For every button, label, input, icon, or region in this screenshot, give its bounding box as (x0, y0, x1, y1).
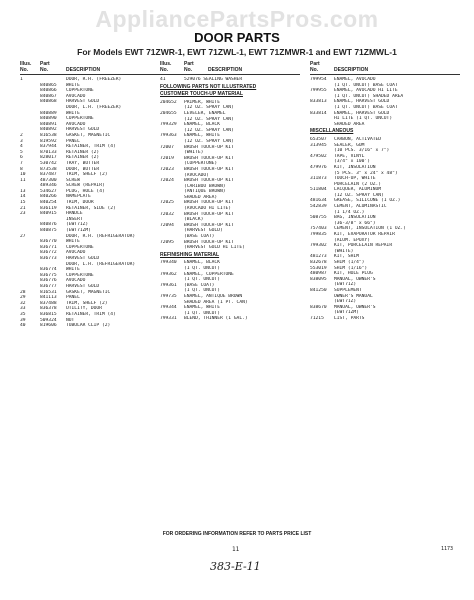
illus-number: 33 (20, 306, 26, 312)
part-number: 313945 (310, 142, 327, 148)
illus-number: 21 (20, 205, 26, 211)
header-part-no: Part No. (184, 61, 194, 73)
part-description: PORCELAIN (2 OZ.) (334, 181, 382, 187)
part-row (310, 122, 460, 128)
part-description: (EWT71Z) (334, 299, 357, 305)
part-number: 840867 (40, 93, 57, 99)
part-description: DOOR, L.H. (FREEZER) (66, 104, 122, 110)
part-description: BAG, INSULATION (334, 215, 376, 221)
part-number: 479502 (310, 153, 327, 159)
part-description: DOOR, BUTTER (66, 166, 100, 172)
part-description: BRUSH TOUCH-UP KIT (184, 200, 234, 206)
part-description: AVOCADO (66, 250, 86, 256)
part-description: COPPERTONE (66, 116, 94, 122)
part-description: HI LITE (1 QT. UNCUT) (334, 116, 393, 122)
part-number: 509324 (40, 317, 57, 323)
parts-list (310, 77, 460, 127)
part-description: (ALUM. EPOXY) (334, 237, 370, 243)
part-description: (12 OZ. SPRAY CAN) (184, 105, 234, 111)
header-illus-no: Illus. No. (160, 61, 172, 73)
illus-number: 8 (20, 166, 23, 172)
illus-number: 32 (20, 300, 26, 306)
part-number: 799344 (160, 305, 177, 311)
part-number: 72023 (160, 166, 174, 172)
illus-number: 35 (20, 311, 26, 317)
part-description: SHADED AREA) (184, 194, 218, 200)
part-number: 816531 (40, 289, 57, 295)
handwritten-note: 383-E-11 (210, 560, 261, 573)
part-number: 204655 (160, 110, 177, 116)
illus-number: 15 (20, 200, 26, 206)
section-heading: MISCELLANEOUS (310, 128, 354, 135)
part-description: GREASE, SILICONE (1 OZ.) (334, 198, 401, 204)
part-number: 836775 (40, 272, 57, 278)
part-number: 72032 (160, 211, 174, 217)
part-number: 836774 (40, 267, 57, 273)
part-number: 479976 (310, 164, 327, 170)
illus-number: 2 (20, 132, 23, 138)
header-part-no: Part No. (310, 61, 320, 73)
part-number: 799835 (310, 232, 327, 238)
part-description: (12 OZ. SPRAY CAN) (184, 138, 234, 144)
part-description: AVOCADO (66, 93, 86, 99)
part-number: 816538 (40, 132, 57, 138)
part-description: WHITE (66, 239, 80, 245)
part-number: 799361 (160, 282, 177, 288)
part-description: WHITE (66, 82, 80, 88)
part-description: HARVEST GOLD (66, 99, 100, 105)
part-number: 840254 (40, 200, 57, 206)
header-part-no: Part No. (40, 61, 50, 73)
part-description: TOUCH-UP, WHITE (334, 176, 376, 182)
part-number: 71215 (310, 315, 324, 321)
illus-number: 4 (20, 144, 23, 150)
section-heading: FOLLOWING PARTS NOT ILLUSTRATED (160, 83, 257, 90)
part-description: (CARIBOU BROWN) (184, 183, 226, 189)
part-description: SHIM (1/4") (334, 260, 365, 265)
part-number: 72007 (160, 144, 174, 150)
part-description: RETAINER, SIDE (2) (66, 205, 116, 211)
part-number: 836119 (40, 205, 57, 211)
part-description: TRAY, BUTTER (66, 160, 100, 166)
illus-number: 27 (20, 233, 26, 239)
part-description: TRIM, DOOR (66, 200, 94, 206)
part-description: (WHITE) (184, 150, 204, 156)
part-number: 836773 (40, 256, 57, 261)
part-description: (HARVEST GOLD HI LITE) (184, 245, 245, 251)
part-number: 72094 (160, 222, 174, 228)
page-subtitle: For Models EWT 71ZWR-1, EWT 71ZWL-1, EWT 71ZMWR-1 and EWT 71ZMWL-1 (77, 47, 397, 57)
part-description: KIT, EVAPORATOR REPAIR (334, 232, 395, 238)
part-description: DOOR, R.H. (REFRIGERATOR) (66, 233, 136, 239)
part-number: 840266 (40, 194, 57, 200)
part-description: BRUSH TOUCH-UP KIT (184, 166, 234, 172)
part-description: SUPPLEMENT (334, 287, 362, 293)
parts-list (310, 137, 460, 322)
part-number: 836815 (40, 311, 57, 317)
part-description: ENAMEL, ANTIQUE BROWN (184, 293, 243, 299)
part-description: MANUAL, OWNER'S (334, 304, 376, 310)
part-description: INSERT (66, 216, 83, 222)
part-number: 653507 (310, 136, 327, 142)
part-number: 836771 (40, 244, 57, 250)
illus-number: 10 (20, 172, 26, 178)
page-number: 11 (232, 546, 240, 553)
part-description: COPPERTONE (66, 88, 94, 94)
part-description: OWNER'S MANUAL (334, 293, 373, 299)
part-number: 837488 (40, 300, 57, 306)
illus-number: 5 (20, 149, 23, 155)
part-description: AVOCADO (66, 121, 86, 127)
part-description: (BLACK) (184, 217, 204, 223)
part-number: 840890 (40, 116, 57, 122)
part-description: (BASE COAT) (184, 282, 215, 288)
part-number: 757403 (310, 226, 327, 232)
parts-list (160, 260, 300, 322)
part-description: BRUSH TOUCH-UP KIT (184, 144, 234, 150)
part-number: 799331 (160, 316, 177, 322)
part-description: (12 OZ. SPRAY CAN) (184, 116, 234, 122)
part-number: 840866 (40, 88, 57, 94)
part-description: BRUSH TOUCH-UP KIT (184, 211, 234, 217)
part-description: LIST, PARTS (334, 315, 365, 321)
part-number: 838670 (310, 304, 327, 310)
part-description: KIT, PORCELAIN REPAIR (334, 243, 393, 249)
part-description: KIT, INSULATION (334, 164, 376, 170)
part-number: 41 (160, 77, 166, 82)
part-number: 838095 (310, 276, 327, 282)
part-description: (ANTIQUE BROWN) (184, 189, 226, 195)
part-description: (WHITE) (334, 248, 354, 254)
part-number: 481634 (310, 198, 327, 204)
part-description: ENAMEL, HARVEST GOLD (334, 110, 390, 116)
part-description: AVOCADO (66, 278, 86, 284)
part-description: HARVEST GOLD (66, 127, 100, 133)
illus-number: 14 (20, 194, 26, 200)
part-description: BRUSH TOUCH-UP KIT (184, 222, 234, 228)
part-description: (12 OZ. SPRAY CAN) (184, 127, 234, 133)
illus-number: 7 (20, 160, 23, 166)
part-description: (COPPERTONE) (184, 161, 218, 167)
part-number: 799340 (160, 260, 177, 266)
part-description: SHIM (1/16") (334, 265, 368, 271)
part-description: ENAMEL, WHITE (184, 305, 220, 311)
part-number: 799363 (160, 133, 177, 139)
part-description: TUBULAR CLIP (2) (66, 323, 111, 329)
part-description: (10 PCS. 3/16" x 7") (334, 148, 390, 154)
part-description: (BASE COAT) (184, 234, 215, 240)
illus-number: 39 (20, 317, 26, 323)
part-number: 799329 (160, 122, 177, 128)
part-description: DOOR, R.H. (FREEZER) (66, 77, 122, 82)
part-description: (1 QT. UNCUT) (184, 266, 220, 271)
watermark: AppliancePartsPros.com (95, 6, 379, 32)
part-description: SCREW (REPAIR) (66, 183, 105, 189)
document-code: 1173 (441, 546, 454, 552)
part-number: 833813 (310, 99, 327, 105)
header-description: DESCRIPTION (66, 66, 101, 73)
part-description: (EWT71Z) (334, 282, 357, 288)
part-number (310, 122, 334, 128)
part-number: 836772 (40, 250, 57, 256)
parts-list (160, 77, 300, 83)
part-number: 836776 (40, 278, 57, 284)
illus-number: 3 (20, 138, 23, 144)
part-description: (12 OZ. SPRAY CAN) (334, 192, 384, 198)
column-header (310, 62, 460, 75)
part-description: BRUSH TOUCH-UP KIT (184, 239, 234, 245)
part-number: 553019 (310, 265, 327, 271)
part-description: SHADED AREA (334, 121, 365, 127)
part-description: ENAMEL, BLACK (184, 260, 220, 266)
part-number: 799735 (160, 293, 177, 299)
header-description: DESCRIPTION (334, 66, 369, 73)
part-description: ENAMEL, HARVEST GOLD (334, 99, 390, 105)
column-header (160, 62, 300, 75)
part-description: (5 PCS. 3" x 24" x 48") (334, 170, 398, 176)
part-number: 828017 (40, 155, 57, 161)
part-row (160, 245, 300, 251)
section-heading: REFINISHING MATERIAL (160, 251, 220, 258)
part-row (160, 316, 300, 322)
part-number: 841250 (310, 287, 327, 293)
part-number: 480987 (310, 271, 327, 277)
illus-number: 11 (20, 177, 26, 183)
part-description: LACQUER, ALUMINUM (334, 187, 382, 193)
part-description: SCREW (66, 177, 80, 183)
part-description: (EWT71ZM) (66, 228, 91, 234)
part-description: ENAMEL, COPPERTONE (184, 271, 234, 277)
part-number: 530742 (40, 160, 57, 166)
parts-column-2 (160, 62, 300, 322)
part-number: 870133 (40, 149, 57, 155)
part-description: UTILITY, DOOR (66, 306, 102, 312)
part-description: ENAMEL, WHITE (184, 133, 220, 139)
part-description: PRIMER, WHITE (184, 99, 220, 105)
part-number: 841113 (40, 295, 57, 301)
part-description: BRUSH TOUCH-UP KIT (184, 155, 234, 161)
part-description: RETAINER, TRIM (4) (66, 144, 116, 150)
part-description: DOOR, L.H. (REFRIGERATOR) (66, 261, 136, 267)
part-description: GASKET, MAGNETIC (66, 132, 111, 138)
part-description: (1 QT. UNCUT) (184, 288, 220, 294)
part-number: 840891 (40, 121, 57, 127)
part-number: 873538 (40, 166, 57, 172)
part-description: CEMENT, INSULATION (1 OZ.) (334, 226, 406, 232)
part-description: BRUSH TOUCH-UP KIT (184, 178, 234, 184)
part-number: 481273 (310, 254, 327, 260)
header-illus-no: Illus. No. (20, 61, 32, 73)
part-description: (AVOCADO) (184, 172, 209, 178)
part-description: RETAINER (2) (66, 155, 100, 161)
parts-list (160, 100, 300, 251)
part-description: ENAMEL, BLACK (184, 122, 220, 128)
part-description: NAMEPLATE (66, 194, 91, 200)
part-number: 840868 (40, 99, 57, 105)
part-number: 840915 (40, 211, 57, 217)
part-description: (1 1/4 OZ.) (334, 209, 365, 215)
part-description: (1 QT. UNCUT) (184, 277, 220, 283)
part-number: 840889 (40, 110, 57, 116)
parts-column-3 (310, 62, 460, 322)
part-description: (HARVEST GOLD) (184, 228, 223, 234)
part-description: (AVOCADO HI LITE) (184, 206, 232, 212)
section-heading: CUSTOMER TOUCH-UP MATERIAL (160, 91, 243, 98)
part-description: NUT (66, 317, 75, 323)
part-number: 534627 (40, 188, 57, 194)
part-description: WHITE (66, 110, 80, 116)
part-number: 833814 (310, 110, 327, 116)
part-number: 799954 (310, 77, 327, 82)
part-description: (1 QT. UNCUT) (184, 310, 220, 316)
part-number: 72024 (160, 178, 174, 184)
part-description: ENAMEL, AVOCADO (334, 77, 376, 82)
illus-number: 23 (20, 211, 26, 217)
part-number: 508755 (310, 215, 327, 221)
part-number: 72025 (160, 200, 174, 206)
part-description: (1 QT. UNCUT) BASE COAT (334, 104, 398, 110)
part-number: 819606 (40, 323, 57, 329)
part-description: PLUG, HOLE (4) (66, 188, 105, 194)
part-description: GASKET, MAGNETIC (66, 289, 111, 295)
parts-column-1 (20, 62, 170, 329)
header-description: DESCRIPTION (208, 66, 243, 73)
part-description: (EWT71ZM) (334, 310, 359, 316)
part-description: CEMENT, ALUMINASTIC (334, 204, 387, 210)
part-description: (36-3/8" x 66") (334, 220, 376, 226)
illus-number: 1 (20, 77, 23, 82)
part-description: TRIM, SHELF (2) (66, 172, 108, 178)
part-description: (EWT71Z) (66, 222, 89, 228)
part-description: TRIM, SHELF (2) (66, 300, 108, 306)
part-row (310, 316, 460, 322)
part-description: PANEL (66, 295, 80, 301)
part-number: 489346 (40, 183, 57, 189)
part-description: HARVEST GOLD (66, 283, 100, 289)
part-number: 204652 (160, 99, 177, 105)
part-number: 72095 (160, 239, 174, 245)
part-description: CARBON, ACTIVATED (334, 136, 382, 142)
part-description: SHADED AREA (1 PT. CAN) (184, 299, 248, 305)
part-number: 511804 (310, 187, 327, 193)
part-description: WHITE (66, 267, 80, 273)
parts-list (20, 77, 170, 329)
part-description: TAPE, VINYL (334, 153, 365, 159)
part-description: PANEL (66, 138, 80, 144)
illus-number: 28 (20, 289, 26, 295)
part-number: 311873 (310, 176, 327, 182)
part-description: KIT, SHIM (334, 254, 359, 260)
illus-number: 13 (20, 188, 26, 194)
part-number: 840876 (40, 222, 57, 228)
page-title: DOOR PARTS (194, 30, 280, 45)
part-number: 837944 (40, 144, 57, 150)
part-description: ENAMEL, AVOCADO HI LITE (334, 88, 398, 94)
part-number: 819592 (40, 138, 57, 144)
part-description: (1 QT. UNCUT) SHADED AREA (334, 93, 404, 99)
part-row (160, 77, 300, 83)
part-description: 529076 SEALING WASHER (184, 77, 243, 82)
part-number: 836777 (40, 283, 57, 289)
part-number: 487300 (40, 177, 57, 183)
part-number: 836770 (40, 239, 57, 245)
part-description: RETAINER, TRIM (4) (66, 311, 116, 317)
ordering-footer: FOR ORDERING INFORMATION REFER TO PARTS PRICE LIST (162, 531, 312, 537)
illus-number: 40 (20, 323, 26, 329)
part-description: HARVEST GOLD (66, 256, 100, 261)
part-row (20, 323, 170, 329)
part-number: 832678 (310, 260, 327, 265)
part-description: BLEND, THINNER (1 GAL.) (184, 316, 248, 322)
illus-number: 29 (20, 295, 26, 301)
part-number: 799302 (310, 243, 327, 249)
part-number: 542839 (310, 204, 327, 210)
illus-number: 6 (20, 155, 23, 161)
part-number: 72019 (160, 155, 174, 161)
part-description: KIT, HOLE PLUG (334, 271, 373, 277)
part-number: 836378 (40, 306, 57, 312)
part-number: 840892 (40, 127, 57, 133)
column-header (20, 62, 170, 75)
part-description: (1 QT. UNCUT) BASE COAT (334, 82, 398, 88)
part-description: MANUAL, OWNER'S (334, 276, 376, 282)
part-number: 840865 (40, 82, 57, 88)
part-description: RETAINER (2) (66, 149, 100, 155)
part-description: (3/4" x 100') (334, 159, 370, 165)
part-description: COPPERTONE (66, 272, 94, 278)
part-number: 799955 (310, 88, 327, 94)
part-number: 837487 (40, 172, 57, 178)
part-number: 799362 (160, 271, 177, 277)
part-description: SEALER, GUM (334, 142, 365, 148)
part-number (160, 245, 184, 251)
part-number: 840875 (40, 228, 57, 234)
part-description: LEVELER, ENAMEL (184, 110, 226, 116)
part-description: COPPERTONE (66, 244, 94, 250)
part-description: HANDLE (66, 211, 83, 217)
